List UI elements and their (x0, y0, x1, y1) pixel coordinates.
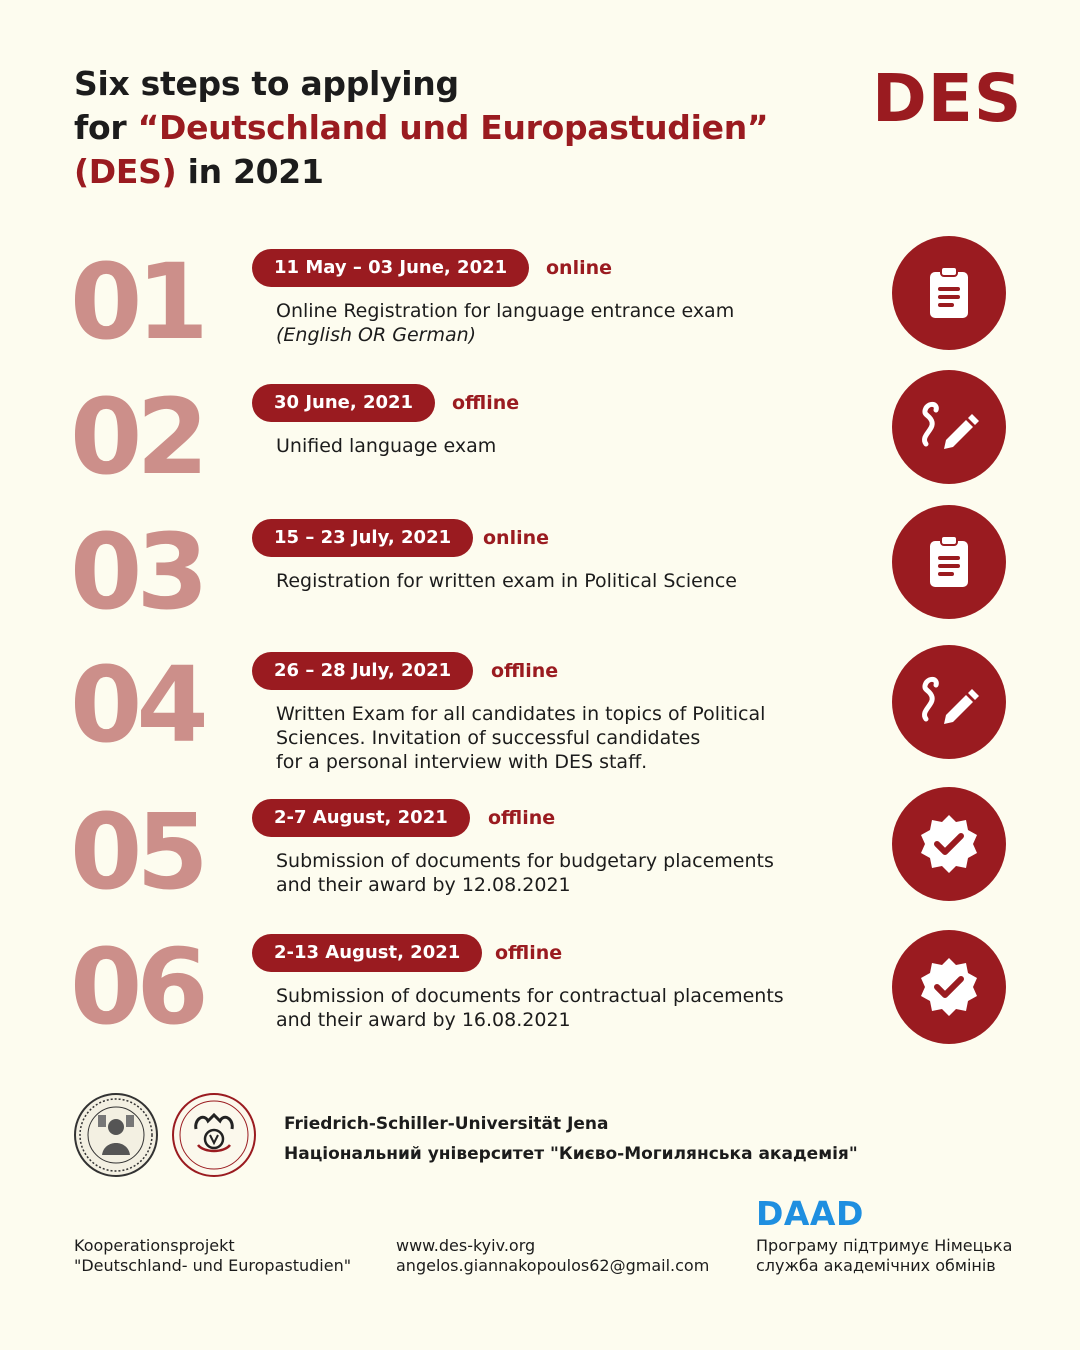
title-abbr: (DES) (74, 152, 177, 191)
step-04 (0, 644, 1080, 792)
daad-support-text (756, 1236, 1012, 1276)
step-mode: online (483, 527, 550, 549)
project-line-2: "Deutschland- und Europastudien" (74, 1256, 352, 1275)
step-mode: offline (495, 942, 563, 964)
kyiv-mohyla-academy-seal (172, 1093, 256, 1177)
kyiv-university-name: Національний університет "Києво-Могилянська академія" (284, 1144, 858, 1164)
signature-pen-icon (916, 394, 982, 460)
step-text-line-2: and their award by 16.08.2021 (276, 1009, 571, 1031)
des-logo: DES (872, 60, 1023, 137)
daad-line-2: служба академічних обмінів (756, 1256, 996, 1275)
step-icon-circle (892, 787, 1006, 901)
step-02 (0, 376, 1080, 524)
step-06 (0, 926, 1080, 1074)
step-text: Online Registration for language entrance exam (276, 300, 735, 322)
step-number: 06 (70, 926, 203, 1048)
step-01 (0, 241, 1080, 389)
step-number: 04 (70, 644, 203, 766)
kma-seal-emblem (174, 1095, 254, 1175)
project-info (74, 1236, 351, 1276)
step-icon-circle (892, 645, 1006, 759)
step-mode: online (546, 257, 613, 279)
badge-check-icon (916, 954, 982, 1020)
step-text-line-1: Written Exam for all candidates in topics of Political (276, 703, 766, 725)
clipboard-list-icon (918, 531, 980, 593)
step-icon-circle (892, 505, 1006, 619)
badge-check-icon (916, 811, 982, 877)
step-number: 03 (70, 511, 203, 633)
project-line-1: Kooperationsprojekt (74, 1236, 235, 1255)
step-description (276, 702, 856, 774)
step-icon-circle (892, 236, 1006, 350)
email-link[interactable]: angelos.giannakopoulos62@gmail.com (396, 1256, 710, 1275)
step-note: (English OR German) (276, 324, 477, 346)
clipboard-list-icon (918, 262, 980, 324)
step-description (276, 984, 856, 1032)
website-link[interactable]: www.des-kyiv.org (396, 1236, 536, 1255)
step-date: 26 – 28 July, 2021 (252, 652, 473, 690)
step-text: Unified language exam (276, 435, 497, 457)
step-icon-circle (892, 930, 1006, 1044)
title-program: “Deutschland und Europastudien” (137, 108, 769, 147)
step-date: 11 May – 03 June, 2021 (252, 249, 529, 287)
title-line-3 (74, 150, 854, 194)
step-description (276, 569, 856, 593)
daad-logo: DAAD (756, 1194, 864, 1233)
step-date: 15 – 23 July, 2021 (252, 519, 473, 557)
step-text: Registration for written exam in Political Science (276, 570, 737, 592)
step-05 (0, 791, 1080, 939)
step-text-line-2: Sciences. Invitation of successful candidates (276, 727, 701, 749)
step-description (276, 849, 856, 897)
step-date: 2-13 August, 2021 (252, 934, 482, 972)
jena-seal-emblem (76, 1095, 156, 1175)
step-text-line-1: Submission of documents for budgetary placements (276, 850, 774, 872)
daad-line-1: Програму підтримує Німецька (756, 1236, 1013, 1255)
title-year: in 2021 (176, 152, 324, 191)
jena-university-name: Friedrich-Schiller-Universität Jena (284, 1114, 609, 1134)
step-description (276, 299, 856, 347)
title-line-2 (74, 106, 854, 150)
step-description (276, 434, 856, 458)
step-icon-circle (892, 370, 1006, 484)
step-number: 05 (70, 791, 203, 913)
step-date: 2-7 August, 2021 (252, 799, 470, 837)
contact-info (396, 1236, 709, 1276)
step-date: 30 June, 2021 (252, 384, 435, 422)
page-title (74, 62, 854, 194)
jena-university-seal (74, 1093, 158, 1177)
step-mode: offline (491, 660, 559, 682)
step-03 (0, 511, 1080, 659)
title-line-1: Six steps to applying (74, 64, 459, 103)
title-for: for (74, 108, 138, 147)
step-number: 02 (70, 376, 203, 498)
step-text-line-3: for a personal interview with DES staff. (276, 751, 648, 773)
step-text-line-1: Submission of documents for contractual placements (276, 985, 784, 1007)
signature-pen-icon (916, 669, 982, 735)
step-mode: offline (452, 392, 520, 414)
step-number: 01 (70, 241, 203, 363)
step-text-line-2: and their award by 12.08.2021 (276, 874, 571, 896)
step-mode: offline (488, 807, 556, 829)
